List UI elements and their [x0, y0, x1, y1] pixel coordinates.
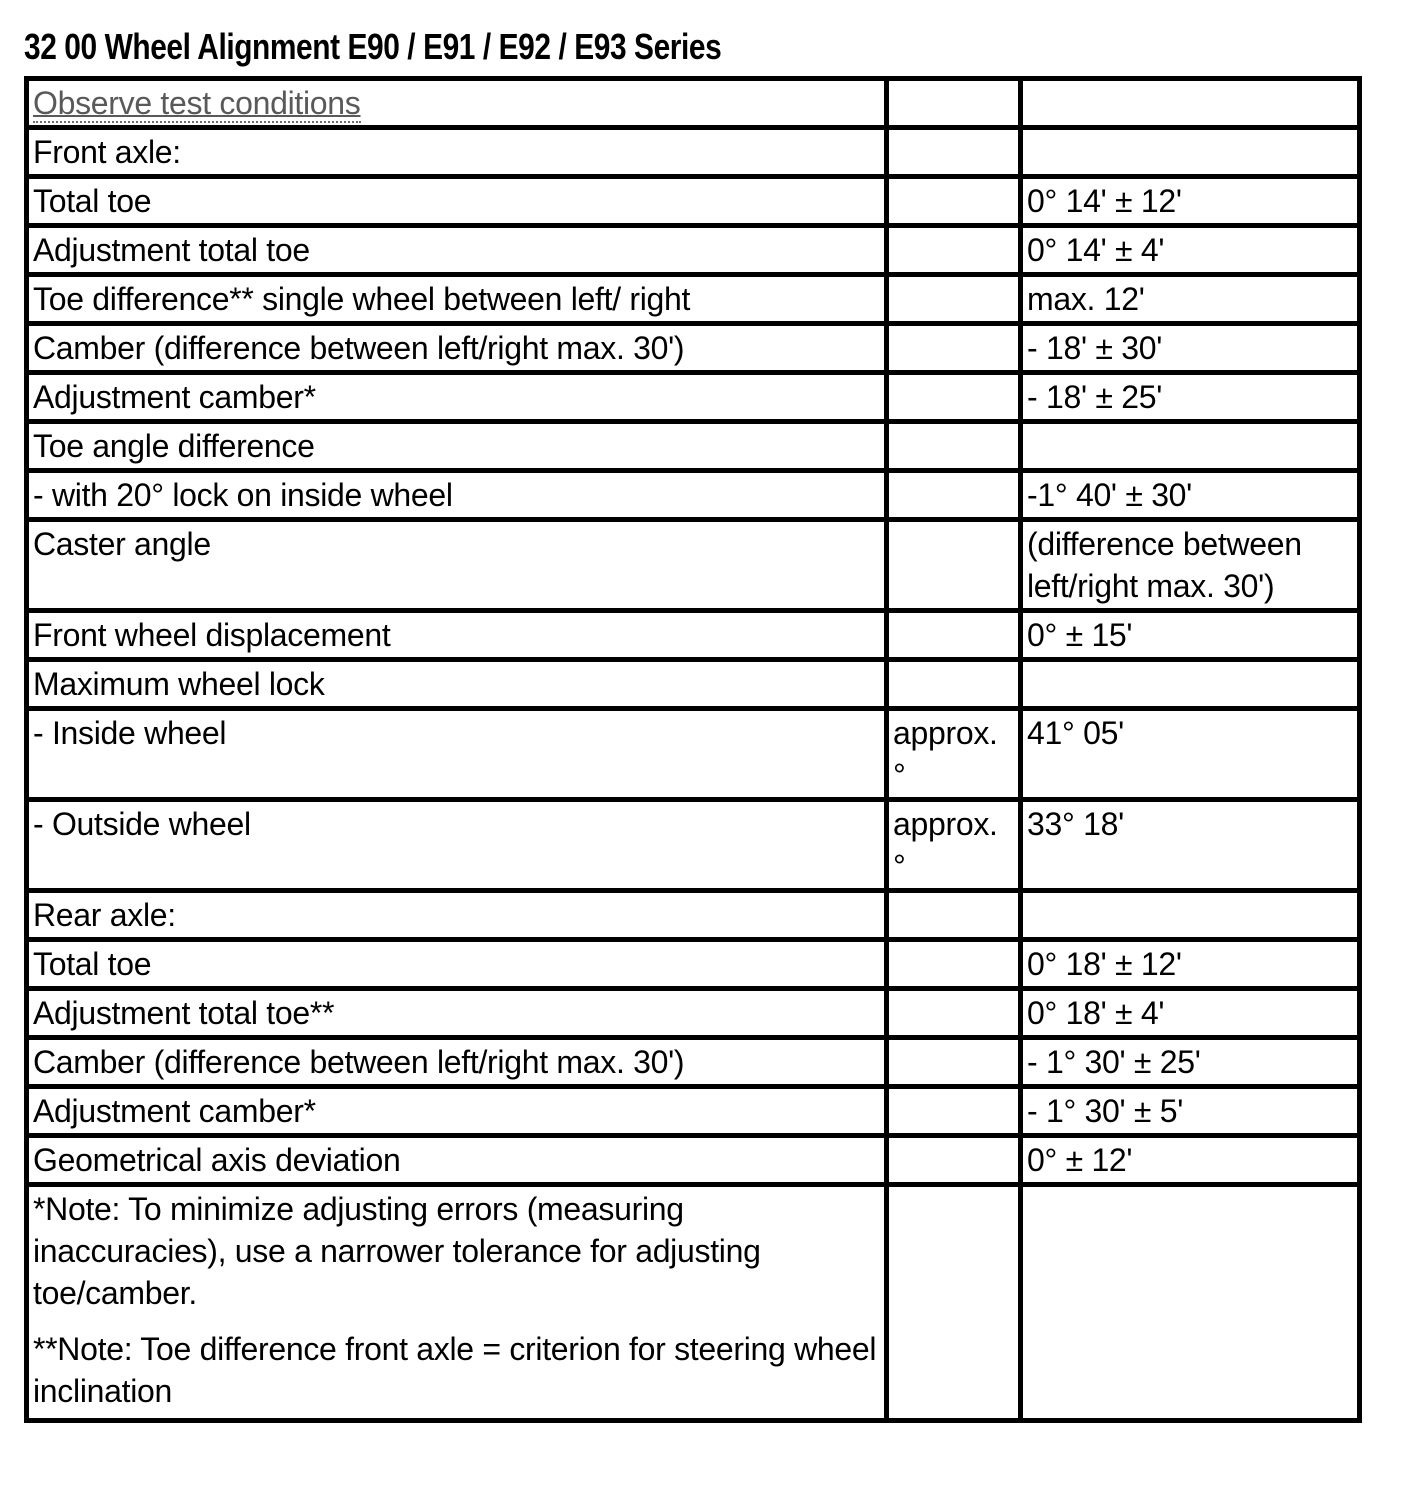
table-row-toe-difference — [27, 275, 1360, 324]
spec-label-cell: Camber (difference between left/right max. 30') — [27, 1038, 887, 1087]
spec-value-cell: - 1° 30' ± 5' — [1021, 1087, 1360, 1136]
spec-approx-cell — [887, 79, 1021, 128]
table-row-caster-angle — [27, 520, 1360, 611]
spec-approx-cell — [887, 128, 1021, 177]
spec-label-cell: Geometrical axis deviation — [27, 1136, 887, 1185]
spec-value-cell — [1021, 891, 1360, 940]
table-row-front-wheel-displacement — [27, 611, 1360, 660]
spec-approx-cell — [887, 471, 1021, 520]
spec-value-cell: - 18' ± 30' — [1021, 324, 1360, 373]
spec-label-cell: Toe angle difference — [27, 422, 887, 471]
spec-value-cell: (difference between left/right max. 30') — [1021, 520, 1360, 611]
spec-label-cell: Adjustment total toe — [27, 226, 887, 275]
table-row-geometrical-axis-deviation — [27, 1136, 1360, 1185]
spec-label-cell: Maximum wheel lock — [27, 660, 887, 709]
spec-value-cell: 0° 14' ± 4' — [1021, 226, 1360, 275]
spec-approx-cell — [887, 611, 1021, 660]
spec-value-cell: 0° ± 15' — [1021, 611, 1360, 660]
table-row-rear-camber — [27, 1038, 1360, 1087]
spec-approx-cell — [887, 1038, 1021, 1087]
spec-value-cell: 0° 18' ± 12' — [1021, 940, 1360, 989]
spec-label-cell — [27, 79, 887, 128]
observe-test-conditions-link[interactable]: Observe test conditions — [33, 85, 361, 121]
table-row-rear-axle-header — [27, 891, 1360, 940]
spec-approx-cell — [887, 226, 1021, 275]
note-double-asterisk: **Note: Toe difference front axle = criterion for steering wheel inclination — [33, 1331, 877, 1409]
spec-approx-cell — [887, 373, 1021, 422]
spec-approx-cell — [887, 1136, 1021, 1185]
spec-label-cell: Rear axle: — [27, 891, 887, 940]
spec-value-cell: - 18' ± 25' — [1021, 373, 1360, 422]
spec-approx-cell — [887, 520, 1021, 611]
note-single-asterisk: *Note: To minimize adjusting errors (measuring inaccuracies), use a narrower tolerance for adjusting toe/camber. — [33, 1191, 761, 1311]
table-row-rear-adjustment-camber — [27, 1087, 1360, 1136]
table-row-front-adjustment-camber — [27, 373, 1360, 422]
spec-label-cell: Adjustment camber* — [27, 373, 887, 422]
spec-approx-cell — [887, 989, 1021, 1038]
spec-approx-cell — [887, 324, 1021, 373]
wheel-alignment-spec-table — [24, 76, 1362, 1423]
table-row-rear-adjustment-total-toe — [27, 989, 1360, 1038]
spec-label-cell: Camber (difference between left/right max. 30') — [27, 324, 887, 373]
spec-label-cell: - Inside wheel — [27, 709, 887, 800]
spec-approx-cell — [887, 660, 1021, 709]
spec-value-cell: 41° 05' — [1021, 709, 1360, 800]
spec-value-cell: max. 12' — [1021, 275, 1360, 324]
spec-label-cell: Front axle: — [27, 128, 887, 177]
table-row-inside-wheel — [27, 709, 1360, 800]
table-row-maximum-wheel-lock — [27, 660, 1360, 709]
spec-value-cell: 33° 18' — [1021, 800, 1360, 891]
table-row-toe-angle-difference — [27, 422, 1360, 471]
page-title: 32 00 Wheel Alignment E90 / E91 / E92 / E93 Series — [24, 26, 722, 67]
spec-approx-cell: approx. ° — [887, 800, 1021, 891]
spec-value-cell: 0° ± 12' — [1021, 1136, 1360, 1185]
spec-approx-cell — [887, 422, 1021, 471]
spec-value-cell — [1021, 79, 1360, 128]
notes-cell — [27, 1185, 887, 1421]
spec-value-cell — [1021, 422, 1360, 471]
spec-approx-cell — [887, 1087, 1021, 1136]
spec-value-cell: - 1° 30' ± 25' — [1021, 1038, 1360, 1087]
spec-value-cell — [1021, 1185, 1360, 1421]
spec-approx-cell — [887, 1185, 1021, 1421]
spec-label-cell: Adjustment camber* — [27, 1087, 887, 1136]
spec-approx-cell — [887, 177, 1021, 226]
spec-approx-cell — [887, 891, 1021, 940]
spec-label-cell: Total toe — [27, 177, 887, 226]
table-row-front-camber — [27, 324, 1360, 373]
table-row-front-total-toe — [27, 177, 1360, 226]
spec-value-cell: -1° 40' ± 30' — [1021, 471, 1360, 520]
table-row-notes — [27, 1185, 1360, 1421]
table-row-front-adjustment-total-toe — [27, 226, 1360, 275]
table-row-outside-wheel — [27, 800, 1360, 891]
table-row-lock-inside-wheel — [27, 471, 1360, 520]
spec-approx-cell: approx. ° — [887, 709, 1021, 800]
spec-label-cell: Adjustment total toe** — [27, 989, 887, 1038]
spec-value-cell — [1021, 128, 1360, 177]
spec-value-cell: 0° 14' ± 12' — [1021, 177, 1360, 226]
spec-label-cell: - with 20° lock on inside wheel — [27, 471, 887, 520]
spec-approx-cell — [887, 940, 1021, 989]
spec-value-cell: 0° 18' ± 4' — [1021, 989, 1360, 1038]
spec-label-cell: Caster angle — [27, 520, 887, 611]
table-row-front-axle-header — [27, 128, 1360, 177]
spec-label-cell: - Outside wheel — [27, 800, 887, 891]
table-row-observe-test-conditions — [27, 79, 1360, 128]
spec-value-cell — [1021, 660, 1360, 709]
spec-approx-cell — [887, 275, 1021, 324]
spec-label-cell: Toe difference** single wheel between left/ right — [27, 275, 887, 324]
spec-label-cell: Total toe — [27, 940, 887, 989]
table-row-rear-total-toe — [27, 940, 1360, 989]
spec-label-cell: Front wheel displacement — [27, 611, 887, 660]
